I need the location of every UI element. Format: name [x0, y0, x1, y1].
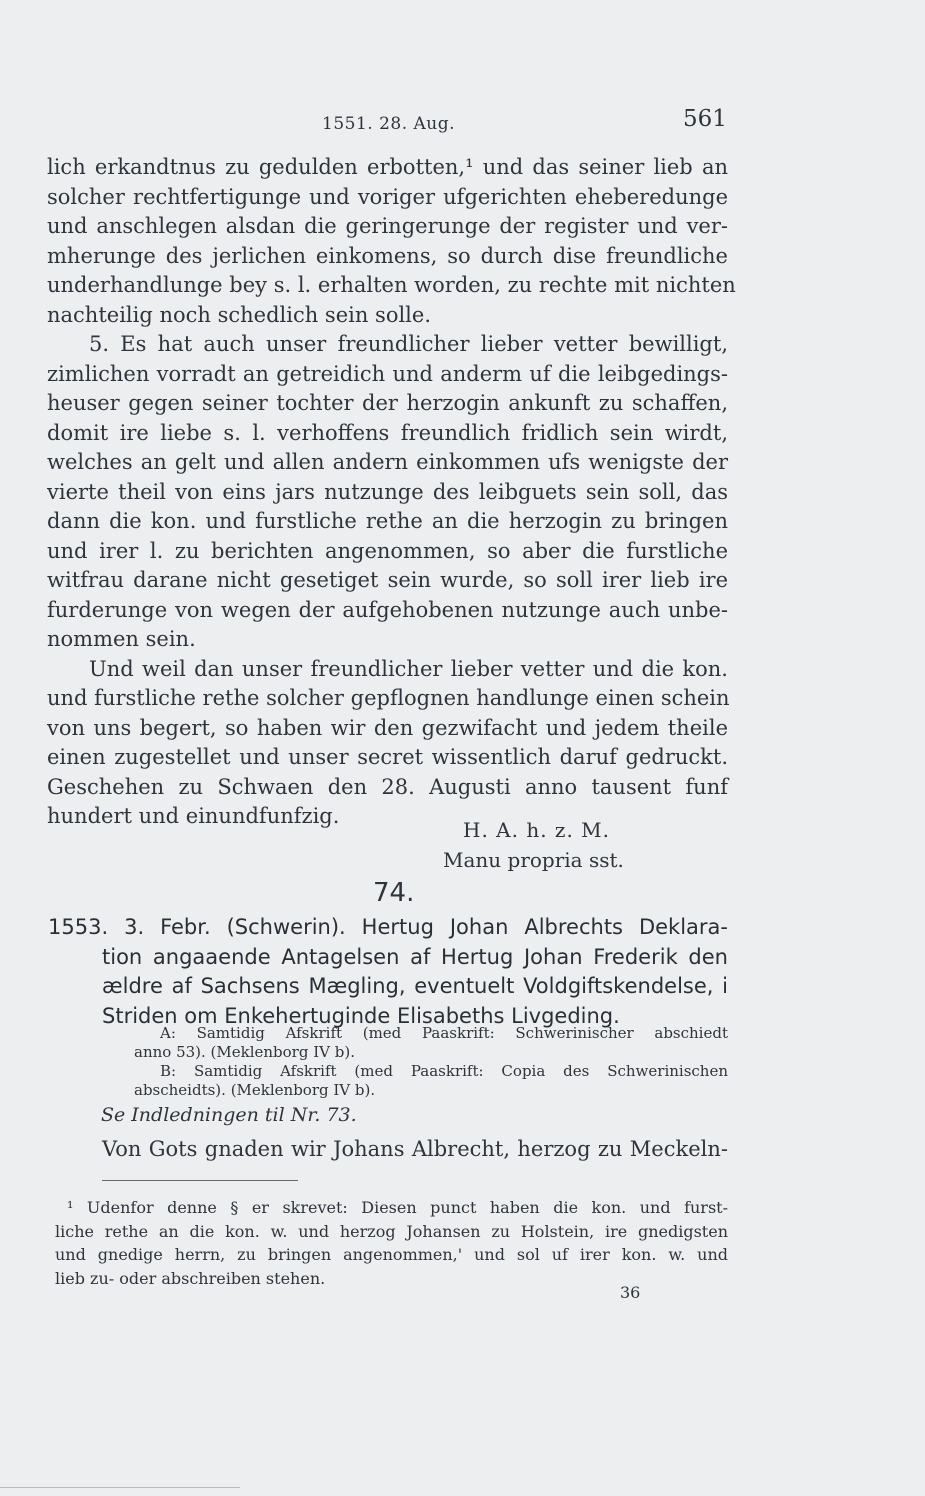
- text-line: lich erkandtnus zu gedulden erbotten,¹ und das seiner lieb an: [47, 155, 728, 179]
- text-line: und irer l. zu berichten angenommen, so aber die furstliche: [47, 538, 728, 563]
- text-line: zimlichen vorradt an getreidich und anderm uf die leibgedings-: [47, 361, 728, 386]
- text-line: underhandlunge bey s. l. erhalten worden, zu rechte mit nichten: [47, 273, 736, 297]
- footnote-line: und gnedige herrn, zu bringen angenommen,' und sol uf irer kon. w. und: [55, 1245, 728, 1264]
- heading-line: 1553. 3. Febr. (Schwerin). Hertug Johan Albrechts Deklara-: [48, 915, 728, 939]
- text-line: heuser gegen seiner tochter der herzogin ankunft zu schaffen,: [47, 391, 728, 415]
- text-line: Und weil dan unser freundlicher lieber vetter und die kon.: [89, 656, 728, 681]
- page-number: 561: [683, 106, 727, 132]
- text-line: vierte theil von eins jars nutzunge des leibguets sein soll, das: [47, 479, 728, 504]
- source-line: anno 53). (Meklenborg IV b).: [134, 1043, 355, 1061]
- text-line: hundert und einundfunfzig.: [47, 804, 340, 828]
- body-text: [47, 153, 736, 832]
- text-line: dann die kon. und furstliche rethe an die herzogin zu bringen: [47, 509, 728, 533]
- cross-reference: Se Indledningen til Nr. 73.: [101, 1104, 357, 1126]
- signature-initials: H. A. h. z. M.: [463, 818, 610, 842]
- text-line: und furstliche rethe solcher gepflognen handlunge einen schein: [47, 686, 730, 710]
- source-line: A: Samtidig Afskrift (med Paaskrift: Schwerinischer abschiedt: [160, 1024, 728, 1042]
- footnote-line: lieb zu- oder abschreiben stehen.: [55, 1268, 326, 1288]
- source-line: B: Samtidig Afskrift (med Paaskrift: Copia des Schwerinischen: [160, 1062, 728, 1080]
- footnote-line: liche rethe an die kon. w. und herzog Johansen zu Holstein, ire gnedigsten: [55, 1221, 728, 1241]
- signature-manu: Manu propria sst.: [443, 848, 624, 872]
- text-line: 5. Es hat auch unser freundlicher lieber vetter bewilligt,: [89, 332, 728, 356]
- text-line: furderunge von wegen der aufgehobenen nutzunge auch unbe-: [47, 597, 728, 622]
- text-line: einen zugestellet und unser secret wissentlich daruf gedruckt.: [47, 745, 728, 769]
- text-line: nachteilig noch schedlich sein solle.: [47, 302, 431, 327]
- document-heading: [48, 913, 728, 1031]
- footnote: [55, 1196, 728, 1290]
- text-line: witfrau darane nicht gesetiget sein wurde, so soll irer lieb ire: [47, 568, 728, 592]
- text-line: nommen sein.: [47, 627, 196, 651]
- heading-line: ældre af Sachsens Mægling, eventuelt Voldgiftskendelse, i: [102, 974, 728, 998]
- text-line: Geschehen zu Schwaen den 28. Augusti anno tausent funf: [47, 774, 728, 799]
- document-opening-line: Von Gots gnaden wir Johans Albrecht, herzog zu Meckeln-: [102, 1137, 728, 1161]
- text-line: welches an gelt und allen andern einkommen ufs wenigste der: [47, 450, 728, 474]
- source-line: abscheidts). (Meklenborg IV b).: [134, 1081, 376, 1099]
- sheet-signature: 36: [620, 1283, 641, 1302]
- scan-edge-line: [0, 1487, 240, 1488]
- document-number: 74.: [373, 878, 415, 908]
- text-line: solcher rechtfertigunge und voriger ufgerichten eheberedunge: [47, 184, 728, 209]
- footnote-line: ¹ Udenfor denne § er skrevet: Diesen punct haben die kon. und furst-: [67, 1198, 728, 1217]
- text-line: domit ire liebe s. l. verhoffens freundlich fridlich sein wirdt,: [47, 420, 728, 445]
- footnote-divider: [102, 1180, 298, 1181]
- heading-line: Striden om Enkehertuginde Elisabeths Livgeding.: [102, 1003, 620, 1028]
- text-line: von uns begert, so haben wir den gezwifacht und jedem theile: [47, 715, 728, 740]
- text-line: mherunge des jerlichen einkomens, so durch dise freundliche: [47, 243, 728, 268]
- running-header: 1551. 28. Aug.: [322, 114, 456, 134]
- source-notes: [134, 1024, 728, 1100]
- heading-line: tion angaaende Antagelsen af Hertug Johan Frederik den: [102, 944, 728, 969]
- text-line: und anschlegen alsdan die geringerunge der register und ver-: [47, 214, 728, 238]
